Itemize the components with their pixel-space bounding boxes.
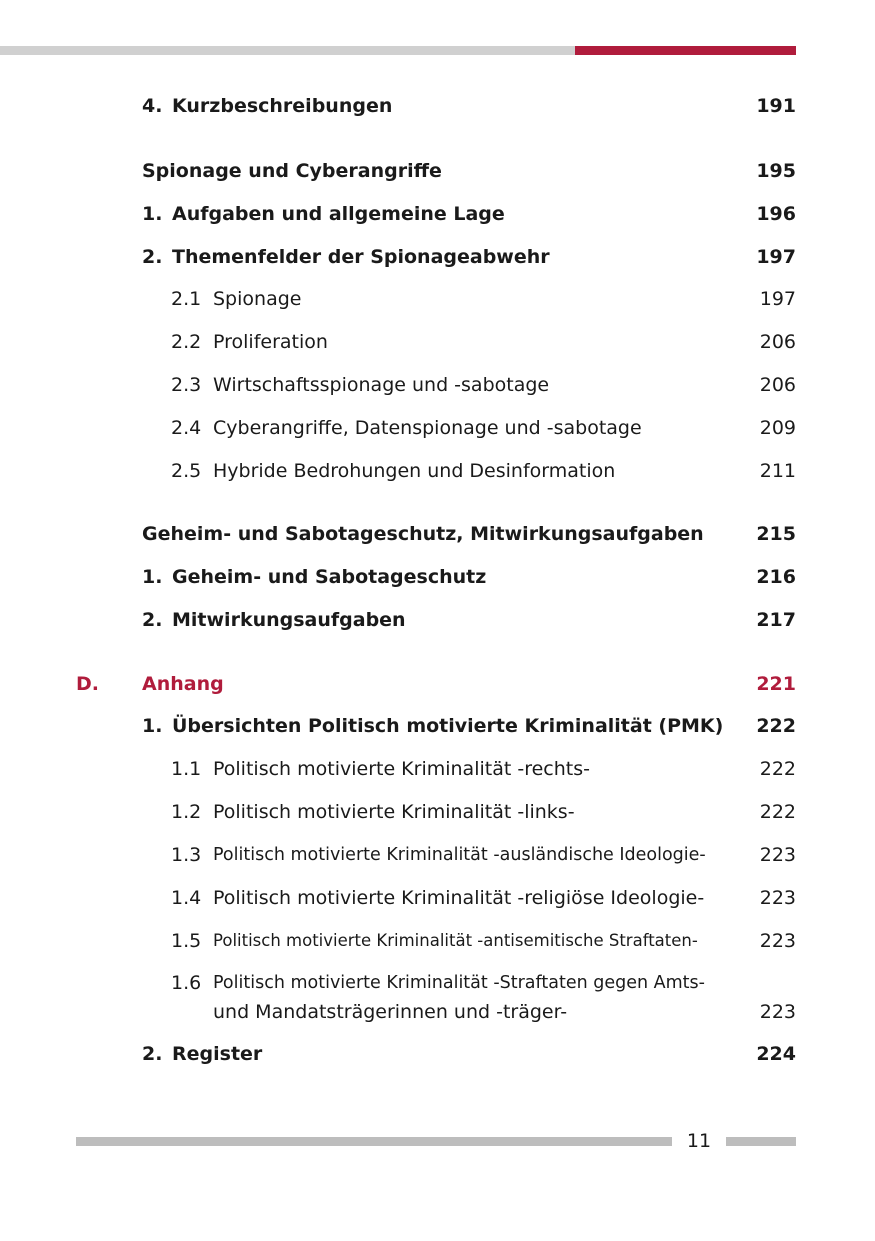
toc-entry-number: 2.: [142, 1043, 163, 1065]
toc-section-page: 195: [756, 160, 796, 182]
toc-subentry-number: 2.1: [171, 288, 202, 310]
toc-entry-number: 2.: [142, 609, 163, 631]
toc-subentry-page: 223: [759, 930, 796, 952]
toc-subentry[interactable]: [0, 798, 875, 826]
toc-subentry[interactable]: [0, 884, 875, 912]
toc-chapter[interactable]: [0, 670, 875, 698]
toc-subentry-title: Politisch motivierte Kriminalität -ausländische Ideologie-: [213, 845, 706, 865]
toc-subentry-title: Hybride Bedrohungen und Desinformation: [213, 460, 616, 482]
toc-subentry-page: 209: [759, 417, 796, 439]
toc-subentry-title: Politisch motivierte Kriminalität -antisemitische Straftaten-: [213, 931, 698, 950]
toc-entry[interactable]: [0, 243, 875, 271]
toc-entry[interactable]: [0, 1040, 875, 1068]
toc-entry[interactable]: [0, 92, 875, 120]
page-number: 11: [686, 1130, 712, 1152]
toc-entry-number: 1.: [142, 203, 163, 225]
toc-chapter-title: Anhang: [142, 673, 224, 695]
toc-section[interactable]: [0, 520, 875, 548]
toc-entry-page: 224: [756, 1043, 796, 1065]
toc-subentry[interactable]: [0, 328, 875, 356]
toc-subentry-title: Politisch motivierte Kriminalität -rechts-: [213, 758, 590, 780]
toc-entry[interactable]: [0, 712, 875, 740]
toc-entry-number: 1.: [142, 715, 163, 737]
toc-subentry-number: 1.5: [171, 930, 202, 952]
toc-subentry-number: 1.2: [171, 801, 202, 823]
toc-subentry-page: 222: [759, 758, 796, 780]
toc-entry-number: 2.: [142, 246, 163, 268]
toc-subentry[interactable]: [0, 927, 875, 955]
toc-subentry[interactable]: [0, 841, 875, 869]
header-bar-gray: [0, 46, 575, 55]
toc-section-title: Spionage und Cyberangriffe: [142, 160, 442, 182]
toc-entry-title: Aufgaben und allgemeine Lage: [172, 203, 505, 225]
toc-subentry-page: 222: [759, 801, 796, 823]
toc-entry[interactable]: [0, 200, 875, 228]
toc-subentry-title: Spionage: [213, 288, 302, 310]
footer-bar-right: [726, 1137, 796, 1146]
toc-subentry-number: 1.6: [171, 972, 202, 994]
toc-subentry[interactable]: [0, 371, 875, 399]
toc-subentry[interactable]: [0, 969, 875, 997]
toc-entry-page: 216: [756, 566, 796, 588]
header-bar-accent: [575, 46, 796, 55]
toc-entry-title: Geheim- und Sabotageschutz: [172, 566, 487, 588]
toc-section[interactable]: [0, 157, 875, 185]
toc-subentry-title: Politisch motivierte Kriminalität -Straftaten gegen Amts-: [213, 973, 705, 993]
toc-entry[interactable]: [0, 563, 875, 591]
toc-subentry[interactable]: [0, 414, 875, 442]
toc-entry-page: 196: [756, 203, 796, 225]
toc-entry-page: 222: [756, 715, 796, 737]
toc-entry-title: Themenfelder der Spionageabwehr: [172, 246, 550, 268]
toc-entry-number: 4.: [142, 95, 163, 117]
toc-subentry-number: 2.4: [171, 417, 202, 439]
toc-entry-number: 1.: [142, 566, 163, 588]
toc-subentry-number: 2.3: [171, 374, 202, 396]
toc-subentry-number: 2.5: [171, 460, 202, 482]
toc-subentry-page: 223: [759, 887, 796, 909]
toc-subentry-page: 197: [759, 288, 796, 310]
toc-subentry-title: und Mandatsträgerinnen und -träger-: [213, 1001, 568, 1023]
toc-section-page: 215: [756, 523, 796, 545]
toc-subentry-title: Politisch motivierte Kriminalität -religiöse Ideologie-: [213, 887, 705, 909]
toc-subentry-number: 1.4: [171, 887, 202, 909]
toc-subentry-page: 223: [759, 844, 796, 866]
toc-entry-page: 197: [756, 246, 796, 268]
toc-subentry-page: 211: [759, 460, 796, 482]
toc-entry-page: 191: [756, 95, 796, 117]
toc-entry-title: Kurzbeschreibungen: [172, 95, 393, 117]
toc-entry-page: 217: [756, 609, 796, 631]
toc-subentry-title: Proliferation: [213, 331, 328, 353]
toc-subentry-title: Wirtschaftsspionage und -sabotage: [213, 374, 550, 396]
toc-subentry[interactable]: [0, 285, 875, 313]
toc-chapter-page: 221: [756, 673, 796, 695]
footer-bar-left: [76, 1137, 672, 1146]
toc-subentry-page: 206: [759, 331, 796, 353]
toc-entry-title: Mitwirkungsaufgaben: [172, 609, 406, 631]
toc-chapter-letter: D.: [76, 673, 99, 695]
toc-entry-title: Register: [172, 1043, 263, 1065]
toc-subentry-page: 223: [759, 1001, 796, 1023]
toc-subentry-number: 1.1: [171, 758, 202, 780]
toc-subentry[interactable]: [0, 457, 875, 485]
toc-subentry[interactable]: [0, 755, 875, 783]
toc-subentry-number: 2.2: [171, 331, 202, 353]
toc-entry[interactable]: [0, 606, 875, 634]
toc-subentry-number: 1.3: [171, 844, 202, 866]
toc-subentry-title: Cyberangriffe, Datenspionage und -sabotage: [213, 417, 642, 439]
toc-section-title: Geheim- und Sabotageschutz, Mitwirkungsaufgaben: [142, 523, 704, 545]
toc-subentry-title: Politisch motivierte Kriminalität -links-: [213, 801, 575, 823]
toc-subentry-page: 206: [759, 374, 796, 396]
toc-entry-title: Übersichten Politisch motivierte Kriminalität (PMK): [172, 715, 724, 737]
toc-subentry-continuation[interactable]: [0, 998, 875, 1026]
